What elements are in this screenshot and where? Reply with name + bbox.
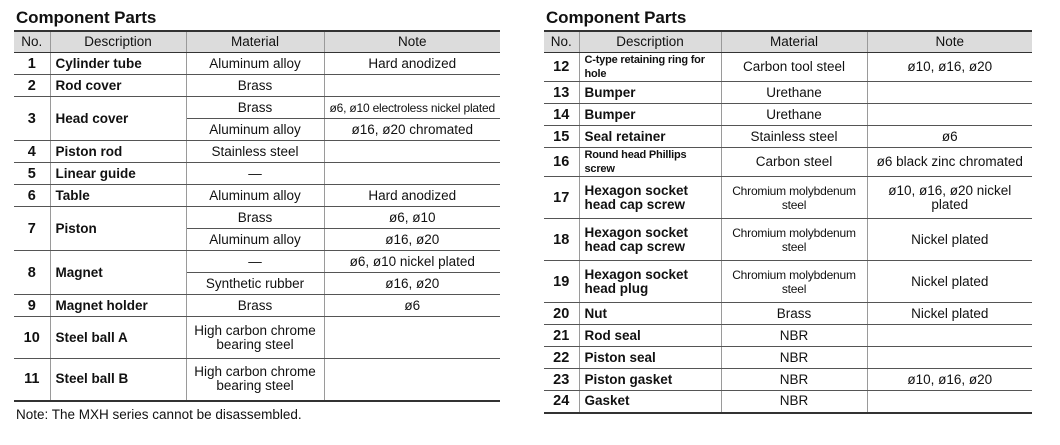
row-description: Hexagon socket head plug — [579, 261, 721, 303]
table-row — [14, 251, 500, 273]
table-row — [14, 185, 500, 207]
row-description: Steel ball A — [50, 317, 186, 359]
row-number: 10 — [14, 317, 50, 359]
row-number: 16 — [544, 148, 579, 177]
row-material: Brass — [721, 303, 867, 325]
row-note: Hard anodized — [324, 53, 500, 75]
row-description: Magnet — [50, 251, 186, 295]
row-material: Chromium molybdenum steel — [721, 261, 867, 303]
table-row — [14, 53, 500, 75]
row-description: Cylinder tube — [50, 53, 186, 75]
table-row — [14, 97, 500, 119]
row-number: 15 — [544, 126, 579, 148]
row-note — [324, 141, 500, 163]
row-note: Nickel plated — [867, 261, 1032, 303]
row-material: Urethane — [721, 82, 867, 104]
table-row — [14, 207, 500, 229]
row-number: 2 — [14, 75, 50, 97]
row-material: Carbon tool steel — [721, 53, 867, 82]
header-note: Note — [324, 31, 500, 53]
table-row — [544, 53, 1032, 82]
table-row — [14, 317, 500, 359]
row-description: Gasket — [579, 391, 721, 413]
header-material: Material — [721, 31, 867, 53]
row-material: Carbon steel — [721, 148, 867, 177]
row-number: 14 — [544, 104, 579, 126]
row-description: Head cover — [50, 97, 186, 141]
row-number: 21 — [544, 325, 579, 347]
row-number: 3 — [14, 97, 50, 141]
row-description: Piston seal — [579, 347, 721, 369]
header-material: Material — [186, 31, 324, 53]
row-material: Chromium molybdenum steel — [721, 177, 867, 219]
header-description: Description — [579, 31, 721, 53]
row-number: 9 — [14, 295, 50, 317]
table-row — [544, 347, 1032, 369]
row-material: Brass — [186, 207, 324, 229]
table-row — [544, 391, 1032, 413]
table-header-row — [14, 31, 500, 53]
row-material: Stainless steel — [186, 141, 324, 163]
left-section-title: Component Parts — [16, 8, 157, 27]
row-material: Aluminum alloy — [186, 185, 324, 207]
header-no: No. — [544, 31, 579, 53]
row-description: Rod cover — [50, 75, 186, 97]
header-description: Description — [50, 31, 186, 53]
row-note: Nickel plated — [867, 219, 1032, 261]
table-row — [14, 163, 500, 185]
row-note: ø6, ø10 — [324, 207, 500, 229]
row-material: Brass — [186, 75, 324, 97]
row-number: 24 — [544, 391, 579, 413]
row-description: Hexagon socket head cap screw — [579, 219, 721, 261]
table-row — [544, 104, 1032, 126]
left-parts-section — [14, 8, 500, 402]
row-description: Seal retainer — [579, 126, 721, 148]
row-note: ø6 — [867, 126, 1032, 148]
row-note: ø6, ø10 nickel plated — [324, 251, 500, 273]
row-number: 4 — [14, 141, 50, 163]
row-note — [867, 391, 1032, 413]
table-row — [544, 369, 1032, 391]
row-note — [324, 163, 500, 185]
table-row — [544, 126, 1032, 148]
table-row — [14, 359, 500, 401]
row-note — [324, 75, 500, 97]
row-material: High carbon chrome bearing steel — [186, 317, 324, 359]
row-note — [867, 347, 1032, 369]
row-note — [867, 104, 1032, 126]
right-parts-table — [544, 30, 1032, 414]
row-material: High carbon chrome bearing steel — [186, 359, 324, 401]
row-description: Round head Phillips screw — [579, 148, 721, 177]
left-parts-table — [14, 30, 500, 402]
header-note: Note — [867, 31, 1032, 53]
row-description: Bumper — [579, 104, 721, 126]
row-description: Nut — [579, 303, 721, 325]
row-material: Chromium molybdenum steel — [721, 219, 867, 261]
right-parts-section — [544, 8, 1032, 414]
row-material: — — [186, 251, 324, 273]
row-number: 19 — [544, 261, 579, 303]
row-description: Rod seal — [579, 325, 721, 347]
footnote: Note: The MXH series cannot be disassembled. — [16, 407, 302, 422]
row-number: 12 — [544, 53, 579, 82]
row-number: 8 — [14, 251, 50, 295]
row-note — [324, 317, 500, 359]
row-description: Hexagon socket head cap screw — [579, 177, 721, 219]
table-header-row — [544, 31, 1032, 53]
row-description: Steel ball B — [50, 359, 186, 401]
row-note: ø10, ø16, ø20 — [867, 369, 1032, 391]
row-number: 11 — [14, 359, 50, 401]
right-section-title: Component Parts — [546, 8, 687, 27]
row-description: Magnet holder — [50, 295, 186, 317]
table-row — [544, 177, 1032, 219]
table-row — [14, 295, 500, 317]
row-number: 23 — [544, 369, 579, 391]
row-material: Synthetic rubber — [186, 273, 324, 295]
row-note: ø10, ø16, ø20 nickel plated — [867, 177, 1032, 219]
row-number: 17 — [544, 177, 579, 219]
row-description: Piston gasket — [579, 369, 721, 391]
table-row — [544, 325, 1032, 347]
row-material: Aluminum alloy — [186, 119, 324, 141]
header-no: No. — [14, 31, 50, 53]
row-material: NBR — [721, 325, 867, 347]
row-number: 7 — [14, 207, 50, 251]
table-row — [14, 75, 500, 97]
row-material: Brass — [186, 295, 324, 317]
row-note — [324, 359, 500, 401]
row-material: NBR — [721, 369, 867, 391]
row-number: 20 — [544, 303, 579, 325]
row-number: 13 — [544, 82, 579, 104]
row-number: 18 — [544, 219, 579, 261]
row-description: C-type retaining ring for hole — [579, 53, 721, 82]
table-row — [544, 148, 1032, 177]
row-material: Stainless steel — [721, 126, 867, 148]
row-description: Table — [50, 185, 186, 207]
table-row — [544, 261, 1032, 303]
row-material: NBR — [721, 391, 867, 413]
row-material: Aluminum alloy — [186, 53, 324, 75]
row-number: 5 — [14, 163, 50, 185]
row-note — [867, 82, 1032, 104]
table-row — [544, 219, 1032, 261]
row-note: ø6, ø10 electroless nickel plated — [324, 97, 500, 119]
row-material: NBR — [721, 347, 867, 369]
row-note: ø6 black zinc chromated — [867, 148, 1032, 177]
row-note: ø16, ø20 — [324, 273, 500, 295]
row-material: Urethane — [721, 104, 867, 126]
row-description: Bumper — [579, 82, 721, 104]
row-material: — — [186, 163, 324, 185]
row-description: Piston — [50, 207, 186, 251]
row-note: ø16, ø20 — [324, 229, 500, 251]
table-row — [14, 141, 500, 163]
row-material: Brass — [186, 97, 324, 119]
row-note — [867, 325, 1032, 347]
row-note: ø16, ø20 chromated — [324, 119, 500, 141]
table-row — [544, 82, 1032, 104]
table-row — [544, 303, 1032, 325]
row-description: Linear guide — [50, 163, 186, 185]
row-material: Aluminum alloy — [186, 229, 324, 251]
row-number: 6 — [14, 185, 50, 207]
row-description: Piston rod — [50, 141, 186, 163]
row-note: Nickel plated — [867, 303, 1032, 325]
row-note: ø10, ø16, ø20 — [867, 53, 1032, 82]
row-number: 22 — [544, 347, 579, 369]
row-note: ø6 — [324, 295, 500, 317]
row-number: 1 — [14, 53, 50, 75]
row-note: Hard anodized — [324, 185, 500, 207]
